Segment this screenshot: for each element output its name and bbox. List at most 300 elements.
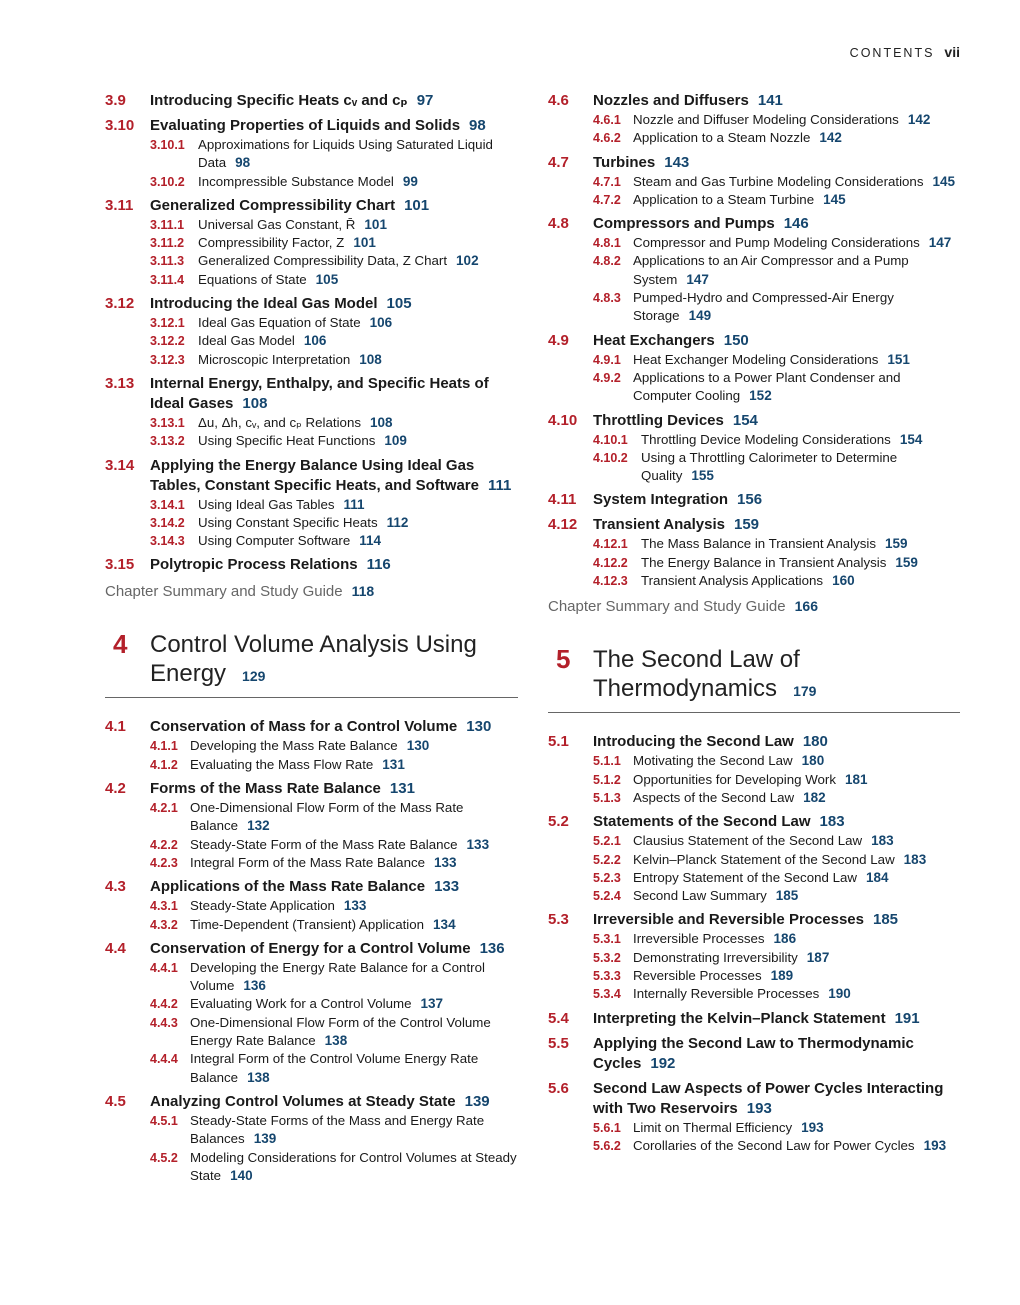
entry-number: 4.4.3 [150, 1015, 178, 1030]
entry-title: Generalized Compressibility Data, Z Chart [198, 253, 448, 269]
entry-page-number: 136 [243, 978, 266, 994]
chapter-spacer [105, 602, 518, 630]
entry-number: 5.1.2 [593, 772, 621, 787]
entry-page-number: 189 [770, 968, 794, 984]
toc-subsection[interactable] [548, 851, 960, 869]
toc-section[interactable] [548, 91, 960, 111]
entry-title: Clausius Statement of the Second Law [633, 833, 863, 849]
toc-subsection[interactable] [105, 216, 518, 234]
toc-subsection[interactable] [548, 449, 960, 486]
entry-title: Steady-State Forms of the Mass and Energy Rate Balances [190, 1112, 485, 1147]
entry-number: 4.8.3 [593, 291, 621, 306]
entry-title: Steady-State Application [190, 898, 335, 914]
toc-subsection[interactable] [105, 136, 518, 173]
entry-number: 4.12.2 [593, 555, 628, 570]
chapter-heading[interactable] [548, 645, 960, 713]
entry-page-number: 105 [315, 271, 339, 287]
chapter-heading[interactable] [105, 630, 518, 698]
entry-page-number: 133 [434, 878, 460, 896]
toc-subsection[interactable] [105, 173, 518, 191]
toc-section[interactable] [548, 812, 960, 832]
entry-page-number: 183 [871, 833, 894, 849]
toc-subsection[interactable] [548, 535, 960, 553]
entry-title: Compressibility Factor, Z [198, 235, 345, 251]
toc-section[interactable] [548, 732, 960, 752]
entry-title: Integral Form of the Control Volume Energy Rate Balance [190, 1051, 479, 1085]
entry-number: 3.11.4 [150, 272, 185, 287]
entry-number: 4.8.1 [593, 236, 621, 251]
toc-subsection[interactable] [105, 1050, 518, 1087]
entry-number: 4.5.2 [150, 1150, 178, 1165]
entry-number: 4.3.1 [150, 899, 178, 914]
entry-number: 4.7.1 [593, 174, 621, 189]
chapter-summary-link[interactable] [548, 596, 960, 617]
entry-page-number: 159 [885, 536, 908, 552]
entry-title: Steam and Gas Turbine Modeling Considerations [633, 173, 924, 189]
toc-subsection[interactable] [548, 985, 960, 1003]
toc-section[interactable] [105, 717, 518, 737]
entry-page-number: 101 [404, 196, 430, 214]
entry-page-number: 143 [664, 153, 690, 171]
toc-subsection[interactable] [548, 554, 960, 572]
entry-page-number: 180 [801, 753, 825, 769]
entry-page-number: 139 [253, 1131, 277, 1147]
entry-page-number: 139 [464, 1092, 490, 1110]
entry-title: Integral Form of the Mass Rate Balance [190, 854, 426, 870]
entry-number: 4.12.3 [593, 574, 628, 589]
entry-page-number: 179 [793, 683, 817, 700]
toc-right-column [548, 86, 960, 1155]
entry-title: System Integration [593, 491, 729, 509]
entry-title: Time-Dependent (Transient) Application [190, 916, 425, 932]
entry-title: Developing the Mass Rate Balance [190, 738, 398, 754]
entry-number: 5.6.2 [593, 1138, 621, 1153]
entry-title: Limit on Thermal Efficiency [633, 1119, 793, 1135]
entry-page-number: 146 [783, 215, 809, 233]
toc-subsection[interactable] [105, 737, 518, 755]
entry-title: Chapter Summary and Study Guide [105, 583, 343, 601]
toc-subsection[interactable] [105, 532, 518, 550]
entry-title: Evaluating the Mass Flow Rate [190, 756, 374, 772]
entry-title: Modeling Considerations for Control Volumes at Steady State [190, 1149, 517, 1183]
toc-subsection[interactable] [105, 432, 518, 450]
entry-page-number: 145 [823, 191, 846, 207]
entry-page-number: 112 [386, 514, 409, 530]
entry-title: Irreversible Processes [633, 931, 765, 947]
entry-page-number: 98 [469, 117, 486, 134]
entry-page-number: 142 [907, 112, 931, 127]
entry-number: 5.2.3 [593, 870, 621, 885]
toc-subsection[interactable] [548, 930, 960, 948]
entry-number: 3.15 [105, 556, 135, 574]
toc-subsection[interactable] [548, 1137, 960, 1155]
entry-page-number: 160 [832, 573, 855, 589]
entry-number: 4.3.2 [150, 917, 178, 932]
toc-subsection[interactable] [105, 756, 518, 774]
toc-section[interactable] [548, 411, 960, 431]
toc-subsection[interactable] [105, 897, 518, 915]
entry-page-number: 159 [734, 516, 760, 534]
toc-section[interactable] [548, 153, 960, 173]
entry-number: 5.3.1 [593, 932, 621, 947]
toc-subsection[interactable] [105, 995, 518, 1013]
entry-page-number: 159 [895, 554, 918, 570]
page-number: vii [944, 44, 960, 60]
toc-subsection[interactable] [548, 869, 960, 887]
toc-section[interactable] [548, 1034, 960, 1074]
entry-title: Applications to a Power Plant Condenser and Computer Cooling [633, 369, 901, 404]
toc-section[interactable] [548, 214, 960, 234]
entry-number: 4.2 [105, 780, 126, 798]
toc-subsection[interactable] [548, 191, 960, 209]
running-header [850, 44, 960, 60]
entry-page-number: 133 [434, 854, 457, 870]
entry-number: 5.2.4 [593, 889, 621, 904]
toc-subsection[interactable] [548, 967, 960, 985]
chapter-spacer [105, 698, 518, 712]
entry-page-number: 130 [466, 718, 492, 736]
entry-number: 4.4.1 [150, 960, 178, 975]
entry-title: Using Specific Heat Functions [198, 433, 376, 449]
entry-title: Aspects of the Second Law [633, 789, 795, 805]
toc-subsection[interactable] [548, 289, 960, 326]
entry-number: 4.11 [548, 491, 577, 509]
entry-page-number: 180 [802, 733, 828, 751]
toc-subsection[interactable] [548, 431, 960, 449]
chapter-number: 4 [113, 629, 128, 660]
entry-number: 4.4 [105, 939, 126, 957]
entry-number: 5.5 [548, 1034, 569, 1052]
entry-title: Applying the Energy Balance Using Ideal Gas Tables, Constant Specific Heats, and Software [150, 456, 479, 494]
entry-number: 4.3 [105, 878, 126, 896]
entry-title: Using a Throttling Calorimeter to Determine Quality [641, 449, 898, 484]
entry-page-number: 187 [806, 949, 830, 965]
entry-title: Applying the Second Law to Thermodynamic Cycles [593, 1034, 914, 1072]
entry-title: Throttling Device Modeling Considerations [641, 431, 891, 447]
entry-number: 3.13 [105, 374, 135, 392]
entry-title: Demonstrating Irreversibility [633, 949, 798, 965]
toc-subsection[interactable] [105, 854, 518, 872]
entry-number: 4.10 [548, 411, 578, 429]
entry-number: 5.3.2 [593, 950, 621, 965]
entry-page-number: 156 [737, 491, 763, 509]
toc-subsection[interactable] [105, 351, 518, 369]
entry-title: Reversible Processes [633, 968, 762, 984]
entry-number: 3.14.1 [150, 497, 185, 512]
entry-title: Forms of the Mass Rate Balance [150, 780, 381, 798]
entry-number: 3.13.1 [150, 415, 185, 430]
toc-subsection[interactable] [548, 752, 960, 770]
entry-number: 4.5.1 [150, 1113, 178, 1128]
entry-number: 5.2.2 [593, 852, 621, 867]
entry-page-number: 114 [359, 533, 382, 549]
toc-subsection[interactable] [105, 314, 518, 332]
entry-number: 5.2 [548, 813, 569, 831]
toc-section[interactable] [548, 515, 960, 535]
entry-page-number: 142 [819, 130, 842, 146]
entry-number: 4.2.3 [150, 855, 178, 870]
toc-subsection[interactable] [548, 252, 960, 289]
toc-subsection[interactable] [548, 1119, 960, 1137]
entry-number: 5.2.1 [593, 834, 621, 849]
toc-section[interactable] [548, 910, 960, 930]
entry-number: 4.8.2 [593, 254, 621, 269]
toc-subsection[interactable] [548, 111, 960, 129]
toc-subsection[interactable] [548, 949, 960, 967]
entry-title: Microscopic Interpretation [198, 351, 351, 367]
entry-page-number: 111 [343, 496, 365, 512]
entry-number: 3.11.2 [150, 236, 185, 251]
toc-subsection[interactable] [105, 1014, 518, 1051]
entry-number: 3.11 [105, 196, 134, 214]
toc-section[interactable] [548, 1079, 960, 1119]
entry-page-number: 131 [382, 756, 405, 772]
entry-title: Conservation of Energy for a Control Volume [150, 939, 471, 957]
entry-title: The Mass Balance in Transient Analysis [641, 536, 877, 552]
entry-title: Conservation of Mass for a Control Volume [150, 718, 458, 736]
entry-title: Kelvin–Planck Statement of the Second Law [633, 851, 895, 867]
entry-number: 3.10.1 [150, 138, 185, 152]
entry-page-number: 111 [487, 476, 512, 494]
entry-number: 4.6 [548, 92, 569, 109]
toc-subsection[interactable] [548, 789, 960, 807]
entry-page-number: 108 [359, 351, 382, 367]
toc-left-column [105, 86, 518, 1185]
entry-title: Using Constant Specific Heats [198, 514, 378, 530]
toc-subsection[interactable] [548, 173, 960, 191]
entry-number: 3.13.2 [150, 434, 185, 449]
entry-number: 4.8 [548, 215, 569, 233]
toc-subsection[interactable] [105, 959, 518, 996]
entry-title: Ideal Gas Equation of State [198, 315, 361, 331]
entry-page-number: 133 [343, 898, 367, 914]
entry-title: Control Volume Analysis Using Energy [150, 631, 477, 688]
entry-page-number: 147 [686, 271, 709, 287]
entry-number: 4.6.2 [593, 131, 621, 146]
entry-page-number: 183 [819, 813, 845, 831]
entry-page-number: 145 [932, 173, 956, 189]
entry-title: Ideal Gas Model [198, 333, 295, 349]
toc-subsection[interactable] [105, 836, 518, 854]
header-label: CONTENTS [849, 46, 935, 60]
entry-number: 4.5 [105, 1092, 126, 1110]
entry-page-number: 106 [303, 333, 327, 349]
entry-number: 4.12.1 [593, 537, 628, 552]
toc-subsection[interactable] [548, 771, 960, 789]
entry-page-number: 118 [351, 583, 375, 600]
entry-number: 4.10.2 [593, 450, 628, 465]
toc-subsection[interactable] [548, 234, 960, 252]
entry-title: Equations of State [198, 271, 307, 287]
entry-title: Internally Reversible Processes [633, 986, 820, 1002]
entry-page-number: 132 [247, 818, 270, 834]
toc-section[interactable] [105, 1092, 518, 1112]
entry-page-number: 138 [324, 1033, 348, 1049]
toc-section[interactable] [105, 456, 518, 496]
toc-section[interactable] [105, 374, 518, 414]
toc-subsection[interactable] [105, 271, 518, 289]
toc-subsection[interactable] [105, 332, 518, 350]
entry-page-number: 193 [801, 1119, 824, 1135]
entry-page-number: 192 [650, 1054, 676, 1072]
entry-page-number: 134 [433, 916, 456, 932]
toc-section[interactable] [548, 331, 960, 351]
entry-number: 3.9 [105, 92, 126, 109]
toc-section[interactable] [105, 294, 518, 314]
entry-number: 4.2.1 [150, 801, 178, 816]
entry-page-number: 155 [691, 468, 714, 484]
entry-title: Transient Analysis [593, 516, 725, 534]
entry-number: 4.4.4 [150, 1052, 178, 1067]
entry-page-number: 181 [845, 771, 868, 787]
entry-title: Compressors and Pumps [593, 215, 775, 233]
entry-page-number: 105 [386, 295, 412, 313]
entry-title: Incompressible Substance Model [198, 173, 394, 189]
toc-subsection[interactable] [548, 887, 960, 905]
entry-number: 4.9.2 [593, 370, 621, 385]
toc-section[interactable] [105, 555, 518, 575]
entry-number: 5.1 [548, 733, 569, 751]
entry-page-number: 102 [456, 253, 479, 269]
entry-title: Applications to an Air Compressor and a Pump System [633, 253, 909, 287]
entry-title: Using Computer Software [198, 533, 351, 549]
toc-subsection[interactable] [548, 832, 960, 850]
toc-section[interactable] [548, 1009, 960, 1029]
entry-number: 4.9 [548, 331, 569, 349]
toc-section[interactable] [105, 91, 518, 111]
entry-page-number: 184 [865, 869, 889, 885]
entry-page-number: 182 [803, 789, 826, 805]
toc-subsection[interactable] [548, 369, 960, 406]
entry-number: 3.12 [105, 295, 135, 313]
entry-title: Nozzles and Diffusers [593, 92, 749, 109]
entry-title: Second Law Summary [633, 888, 767, 904]
entry-title: Application to a Steam Turbine [633, 191, 815, 207]
entry-title: Introducing the Second Law [593, 733, 794, 751]
entry-title: Heat Exchangers [593, 331, 715, 349]
entry-title: Developing the Energy Rate Balance for a Control Volume [190, 959, 485, 994]
entry-title: Universal Gas Constant, R̄ [198, 216, 356, 232]
entry-number: 5.3.4 [593, 987, 621, 1002]
entry-title: Evaluating Properties of Liquids and Solids [150, 117, 461, 134]
entry-title: Steady-State Form of the Mass Rate Balance [190, 836, 458, 852]
entry-title: Compressor and Pump Modeling Considerations [633, 235, 920, 251]
entry-number: 5.1.3 [593, 790, 621, 805]
entry-page-number: 190 [828, 986, 851, 1002]
entry-page-number: 109 [384, 433, 407, 449]
toc-subsection[interactable] [105, 1149, 518, 1186]
entry-number: 5.1.1 [593, 754, 621, 769]
toc-section[interactable] [105, 877, 518, 897]
entry-page-number: 152 [749, 388, 772, 404]
chapter-summary-link[interactable] [105, 581, 518, 602]
entry-title: The Energy Balance in Transient Analysis [641, 554, 887, 570]
toc-subsection[interactable] [105, 514, 518, 532]
entry-page-number: 136 [479, 939, 505, 957]
entry-number: 4.10.1 [593, 432, 628, 447]
entry-page-number: 193 [746, 1099, 772, 1117]
toc-section[interactable] [105, 116, 518, 136]
entry-page-number: 150 [723, 331, 749, 349]
toc-subsection[interactable] [548, 129, 960, 147]
entry-page-number: 185 [873, 911, 899, 929]
entry-page-number: 138 [247, 1069, 270, 1085]
entry-page-number: 186 [773, 931, 797, 947]
entry-title: Nozzle and Diffuser Modeling Considerations [633, 112, 899, 127]
entry-title: Introducing the Ideal Gas Model [150, 295, 378, 313]
entry-number: 3.12.1 [150, 316, 185, 331]
entry-title: Throttling Devices [593, 411, 724, 429]
entry-title: Applications of the Mass Rate Balance [150, 878, 426, 896]
entry-page-number: 106 [369, 315, 393, 331]
chapter-number: 5 [556, 644, 571, 675]
entry-title: Corollaries of the Second Law for Power Cycles [633, 1137, 915, 1153]
toc-subsection[interactable] [105, 252, 518, 270]
toc-subsection[interactable] [105, 1112, 518, 1149]
entry-title: Polytropic Process Relations [150, 556, 358, 574]
entry-number: 3.11.3 [150, 254, 185, 269]
entry-page-number: 101 [364, 216, 387, 232]
entry-page-number: 116 [366, 556, 391, 574]
entry-title: Chapter Summary and Study Guide [548, 598, 786, 616]
toc-subsection[interactable] [105, 496, 518, 514]
entry-title: One-Dimensional Flow Form of the Mass Rate Balance [190, 800, 464, 834]
entry-title: Generalized Compressibility Chart [150, 196, 396, 214]
entry-page-number: 108 [370, 414, 393, 430]
entry-page-number: 131 [389, 780, 415, 798]
toc-section[interactable] [105, 196, 518, 216]
entry-title: Second Law Aspects of Power Cycles Interacting with Two Reservoirs [593, 1079, 944, 1117]
toc-section[interactable] [105, 779, 518, 799]
entry-page-number: 129 [242, 668, 266, 685]
entry-page-number: 154 [732, 411, 758, 429]
entry-page-number: 101 [353, 235, 376, 251]
toc-subsection[interactable] [548, 351, 960, 369]
toc-subsection[interactable] [105, 234, 518, 252]
entry-title: Application to a Steam Nozzle [633, 130, 811, 146]
toc-subsection[interactable] [105, 916, 518, 934]
entry-number: 3.12.3 [150, 352, 185, 367]
toc-subsection[interactable] [105, 799, 518, 836]
entry-title: Evaluating Work for a Control Volume [190, 996, 412, 1012]
entry-number: 3.12.2 [150, 334, 185, 349]
entry-number: 5.3 [548, 911, 569, 929]
entry-number: 3.14.3 [150, 534, 185, 549]
toc-section[interactable] [548, 490, 960, 510]
entry-page-number: 183 [903, 851, 927, 867]
entry-title: One-Dimensional Flow Form of the Control Volume Energy Rate Balance [190, 1014, 491, 1049]
entry-page-number: 147 [928, 235, 952, 251]
entry-title: Motivating the Second Law [633, 753, 793, 769]
toc-section[interactable] [105, 939, 518, 959]
entry-number: 4.2.2 [150, 837, 178, 852]
entry-title: Statements of the Second Law [593, 813, 811, 831]
entry-number: 3.14.2 [150, 515, 185, 530]
entry-title: Interpreting the Kelvin–Planck Statement [593, 1009, 886, 1027]
toc-subsection[interactable] [548, 572, 960, 590]
entry-title: Pumped-Hydro and Compressed-Air Energy Storage [633, 290, 894, 324]
toc-subsection[interactable] [105, 414, 518, 432]
entry-number: 4.4.2 [150, 997, 178, 1012]
entry-title: Approximations for Liquids Using Saturated Liquid Data [198, 137, 493, 171]
entry-title: Turbines [593, 153, 656, 171]
entry-number: 3.10 [105, 117, 135, 134]
entry-page-number: 99 [402, 173, 418, 189]
entry-number: 4.9.1 [593, 352, 621, 367]
entry-title: Analyzing Control Volumes at Steady State [150, 1092, 456, 1110]
entry-page-number: 191 [894, 1009, 920, 1027]
entry-title: Irreversible and Reversible Processes [593, 911, 864, 929]
